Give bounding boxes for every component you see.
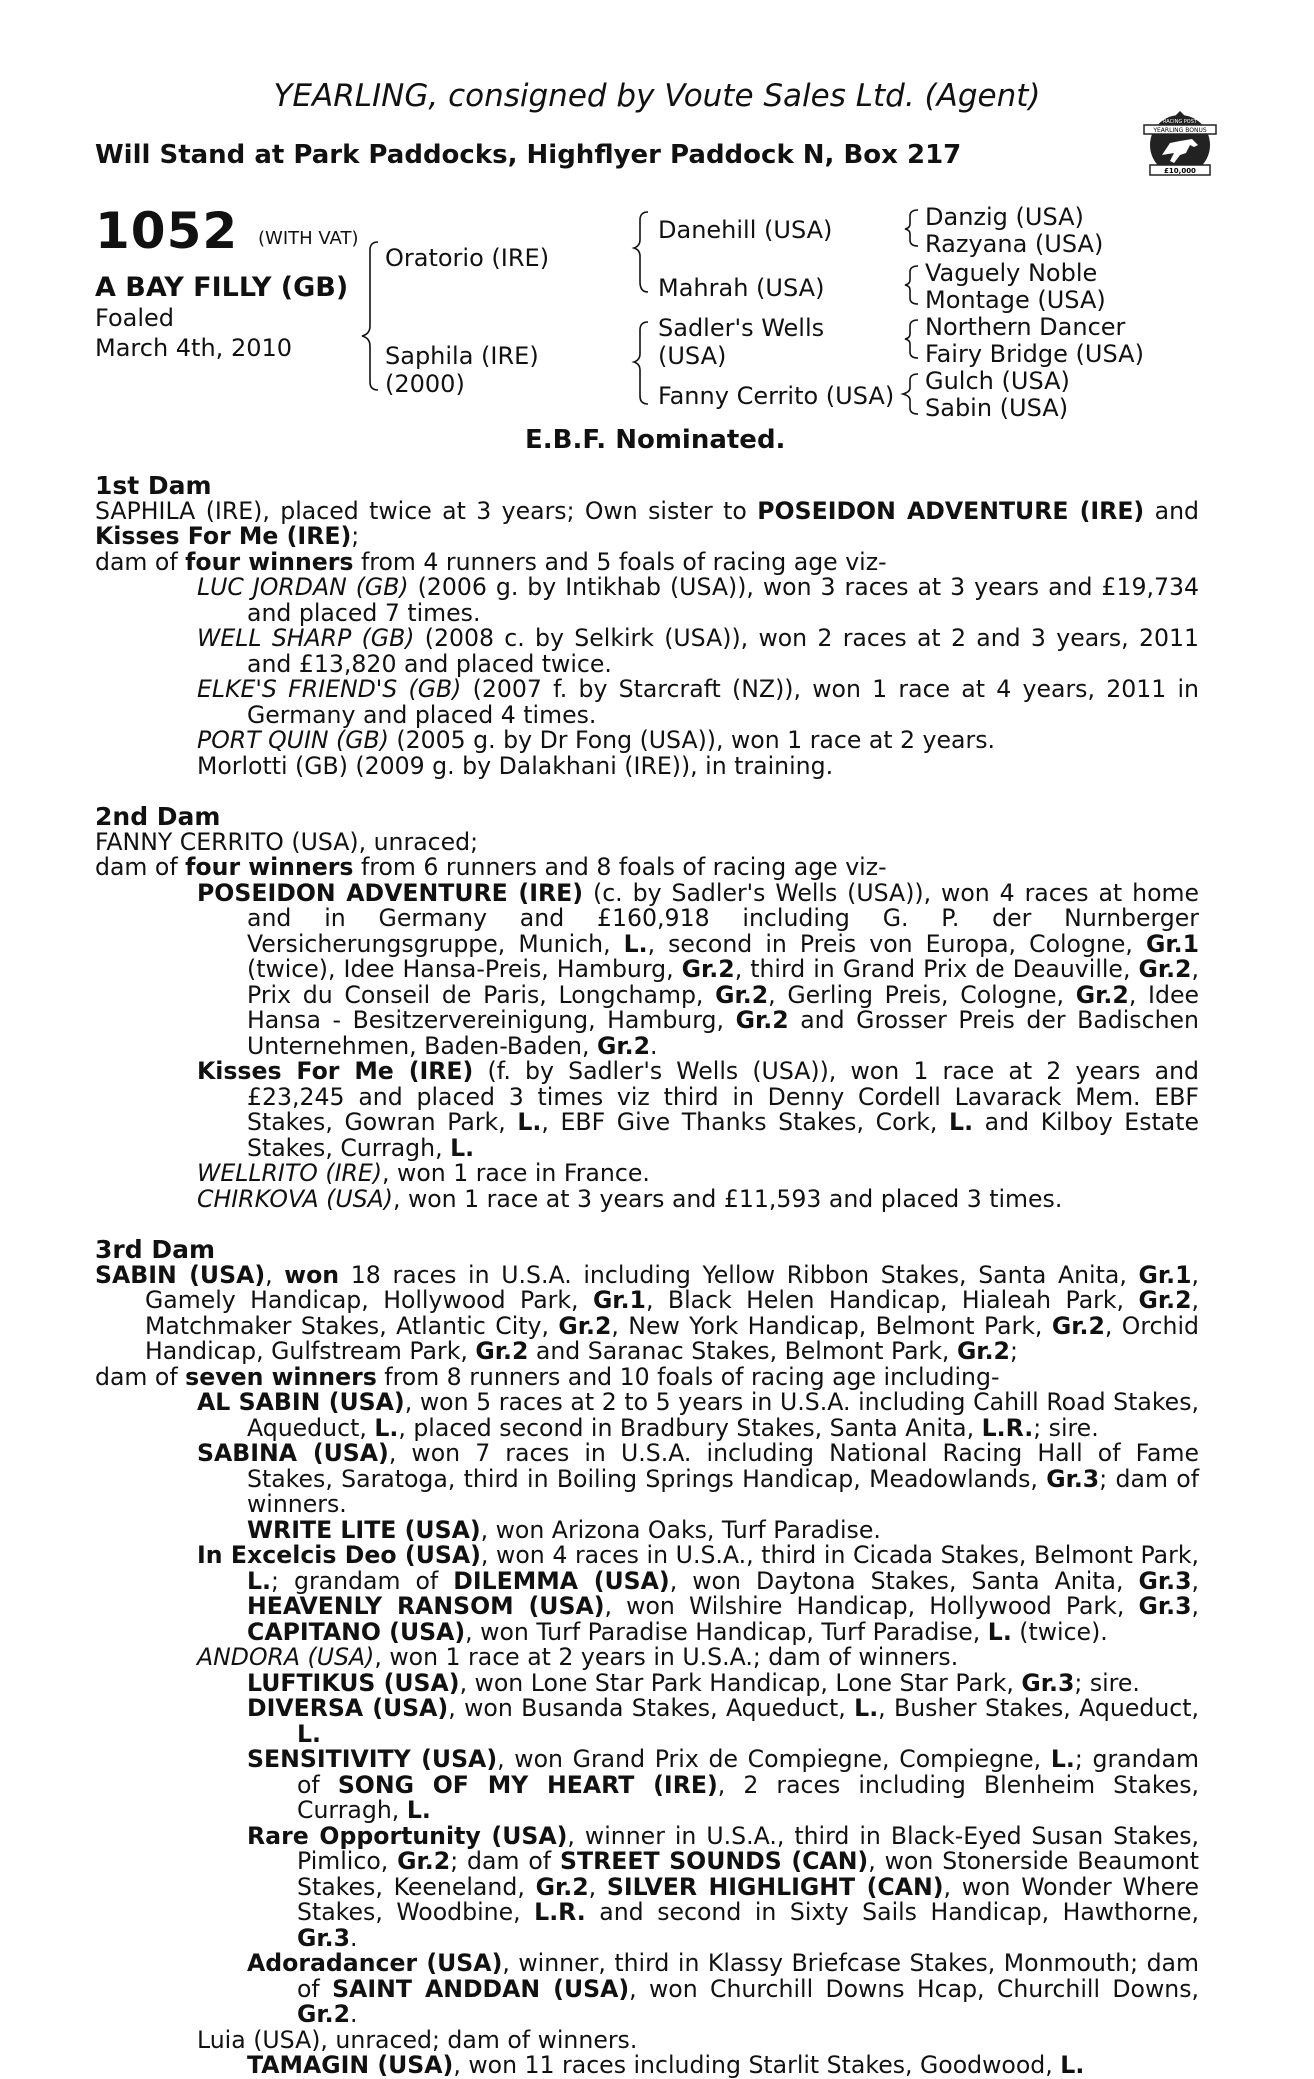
produce-item: SENSITIVITY (USA), won Grand Prix de Compiegne, Compiegne, L.; grandam of SONG OF MY HEART (IRE), 2 races including Blenheim Stakes, Curragh, L. xyxy=(247,1745,1199,1824)
produce-item: POSEIDON ADVENTURE (IRE) (c. by Sadler's Wells (USA)), won 4 races at home and in Germany and £160,918 including G. P. der Nurnberger Versicherungsgruppe, Munich, L., second in Preis von Europa, Cologne, Gr.1 (twice), Idee Hansa-Preis, Hamburg, Gr.2, third in Grand Prix de Deauville, Gr.2, Prix du Conseil de Paris, Longchamp, Gr.2, Gerling Preis, Cologne, Gr.2, Idee Hansa - Besitzervereinigung, Hamburg, Gr.2 and Grosser Preis der Badischen Unternehmen, Baden-Baden, Gr.2. xyxy=(197,878,1200,1060)
produce-item: Adoradancer (USA), winner, third in Klassy Briefcase Stakes, Monmouth; dam of SAINT ANDDAN (USA), won Churchill Downs Hcap, Churchill Downs, Gr.2. xyxy=(247,1949,1199,2028)
badge-mid-text: YEARLING BONUS xyxy=(1153,127,1207,134)
dam-dam: Fanny Cerrito (USA) xyxy=(658,382,895,410)
dam-name-line1: Saphila (IRE) xyxy=(385,342,539,370)
dam-sire xyxy=(658,314,824,370)
sire-dam-dam: Montage (USA) xyxy=(925,286,1106,314)
second-dam-heading: 2nd Dam xyxy=(95,802,221,831)
produce-item: In Excelcis Deo (USA), won 4 races in U.S.A., third in Cicada Stakes, Belmont Park, L.; grandam of DILEMMA (USA), won Daytona Stakes, Santa Anita, Gr.3, HEAVENLY RANSOM (USA), won Wilshire Handicap, Hollywood Park, Gr.3, CAPITANO (USA), won Turf Paradise Handicap, Turf Paradise, L. (twice). xyxy=(197,1541,1200,1646)
sire-name: Oratorio (IRE) xyxy=(385,244,550,272)
produce-item: DIVERSA (USA), won Busanda Stakes, Aqueduct, L., Busher Stakes, Aqueduct, L. xyxy=(247,1694,1199,1748)
produce-item: CHIRKOVA (USA), won 1 race at 3 years and £11,593 and placed 3 times. xyxy=(197,1184,1063,1213)
produce-item: AL SABIN (USA), won 5 races at 2 to 5 years in U.S.A. including Cahill Road Stakes, Aqueduct, L., placed second in Bradbury Stakes, Santa Anita, L.R.; sire. xyxy=(197,1388,1199,1442)
badge-top-text: RACING POST xyxy=(1163,119,1197,125)
produce-item: TAMAGIN (USA), won 11 races including Starlit Stakes, Goodwood, L. xyxy=(247,2051,1085,2079)
sire-sire-sire: Danzig (USA) xyxy=(925,203,1084,231)
badge-bottom-text: £10,000 xyxy=(1164,167,1196,175)
catalogue-body xyxy=(95,473,1199,2079)
stand-location: Will Stand at Park Paddocks, Highflyer Paddock N, Box 217 xyxy=(95,140,962,170)
produce-item: SABINA (USA), won 7 races in U.S.A. including National Racing Hall of Fame Stakes, Saratoga, third in Boiling Springs Handicap, Meadowlands, Gr.3; dam of winners. xyxy=(197,1439,1199,1518)
vat-note: (WITH VAT) xyxy=(258,228,359,249)
produce-item: PORT QUIN (GB) (2005 g. by Dr Fong (USA)), won 1 race at 2 years. xyxy=(197,726,995,754)
produce-item: LUFTIKUS (USA), won Lone Star Park Handicap, Lone Star Park, Gr.3; sire. xyxy=(247,1668,1140,1697)
dam-name xyxy=(385,342,539,398)
second-dam-produce-intro: dam of four winners from 6 runners and 8 foals of racing age viz- xyxy=(95,853,887,881)
dam-sire-line2: (USA) xyxy=(658,342,727,370)
first-dam-para: SAPHILA (IRE), placed twice at 3 years; Own sister to POSEIDON ADVENTURE (IRE) and Kisses For Me (IRE); xyxy=(95,496,1200,550)
ebf-nominated: E.B.F. Nominated. xyxy=(525,425,786,455)
third-dam-produce-intro: dam of seven winners from 8 runners and 10 foals of racing age including- xyxy=(95,1362,1000,1391)
foaled-date: March 4th, 2010 xyxy=(95,334,293,362)
produce-item: WRITE LITE (USA), won Arizona Oaks, Turf Paradise. xyxy=(247,1515,881,1544)
first-dam-heading: 1st Dam xyxy=(95,471,212,500)
dam-dam-dam: Sabin (USA) xyxy=(925,394,1069,422)
produce-item: Rare Opportunity (USA), winner in U.S.A., third in Black-Eyed Susan Stakes, Pimlico, Gr.2; dam of STREET SOUNDS (CAN), won Stonerside Beaumont Stakes, Keeneland, Gr.2, SILVER HIGHLIGHT (CAN), won Wonder Where Stakes, Woodbine, L.R. and second in Sixty Sails Handicap, Hawthorne, Gr.3. xyxy=(247,1821,1200,1952)
page-header-title: YEARLING, consigned by Voute Sales Ltd. (Agent) xyxy=(273,78,1041,114)
produce-item: Morlotti (GB) (2009 g. by Dalakhani (IRE)), in training. xyxy=(197,751,834,780)
sire-dam: Mahrah (USA) xyxy=(658,274,825,302)
produce-item: WELL SHARP (GB) (2008 c. by Selkirk (USA)), won 2 races at 2 and 3 years, 2011 and £13,820 and placed twice. xyxy=(197,624,1199,678)
third-dam-heading: 3rd Dam xyxy=(95,1235,215,1264)
dam-name-line2: (2000) xyxy=(385,370,465,398)
produce-item: ELKE'S FRIEND'S (GB) (2007 f. by Starcraft (NZ)), won 1 race at 4 years, 2011 in Germany and placed 4 times. xyxy=(197,675,1199,729)
foaled-label: Foaled xyxy=(95,304,175,332)
produce-item: LUC JORDAN (GB) (2006 g. by Intikhab (USA)), won 3 races at 3 years and £19,734 and placed 7 times. xyxy=(197,573,1200,627)
produce-item: ANDORA (USA), won 1 race at 2 years in U.S.A.; dam of winners. xyxy=(197,1643,959,1671)
sire-sire: Danehill (USA) xyxy=(658,216,833,244)
second-dam-para: FANNY CERRITO (USA), unraced; xyxy=(95,827,479,856)
dam-dam-sire: Gulch (USA) xyxy=(925,367,1070,395)
produce-item: Luia (USA), unraced; dam of winners. xyxy=(197,2025,638,2054)
lot-title: A BAY FILLY (GB) xyxy=(95,272,349,303)
pedigree-brackets xyxy=(0,0,1314,440)
sire-sire-dam: Razyana (USA) xyxy=(925,230,1104,258)
dam-sire-sire: Northern Dancer xyxy=(925,313,1126,341)
sire-dam-sire: Vaguely Noble xyxy=(925,259,1098,287)
dam-sire-dam: Fairy Bridge (USA) xyxy=(925,340,1144,368)
produce-item: Kisses For Me (IRE) (f. by Sadler's Wells (USA)), won 1 race at 2 years and £23,245 and placed 3 times viz third in Denny Cordell Lavarack Mem. EBF Stakes, Gowran Park, L., EBF Give Thanks Stakes, Cork, L. and Kilboy Estate Stakes, Curragh, L. xyxy=(197,1057,1200,1162)
lot-number: 1052 xyxy=(95,202,239,260)
third-dam-para: SABIN (USA), won 18 races in U.S.A. including Yellow Ribbon Stakes, Santa Anita, Gr.1, Gamely Handicap, Hollywood Park, Gr.1, Black Helen Handicap, Hialeah Park, Gr.2, Matchmaker Stakes, Atlantic City, Gr.2, New York Handicap, Belmont Park, Gr.2, Orchid Handicap, Gulfstream Park, Gr.2 and Saranac Stakes, Belmont Park, Gr.2; xyxy=(95,1260,1200,1365)
dam-sire-line1: Sadler's Wells xyxy=(658,314,825,342)
produce-item: WELLRITO (IRE), won 1 race in France. xyxy=(197,1159,650,1187)
first-dam-produce-intro: dam of four winners from 4 runners and 5 foals of racing age viz- xyxy=(95,547,887,576)
